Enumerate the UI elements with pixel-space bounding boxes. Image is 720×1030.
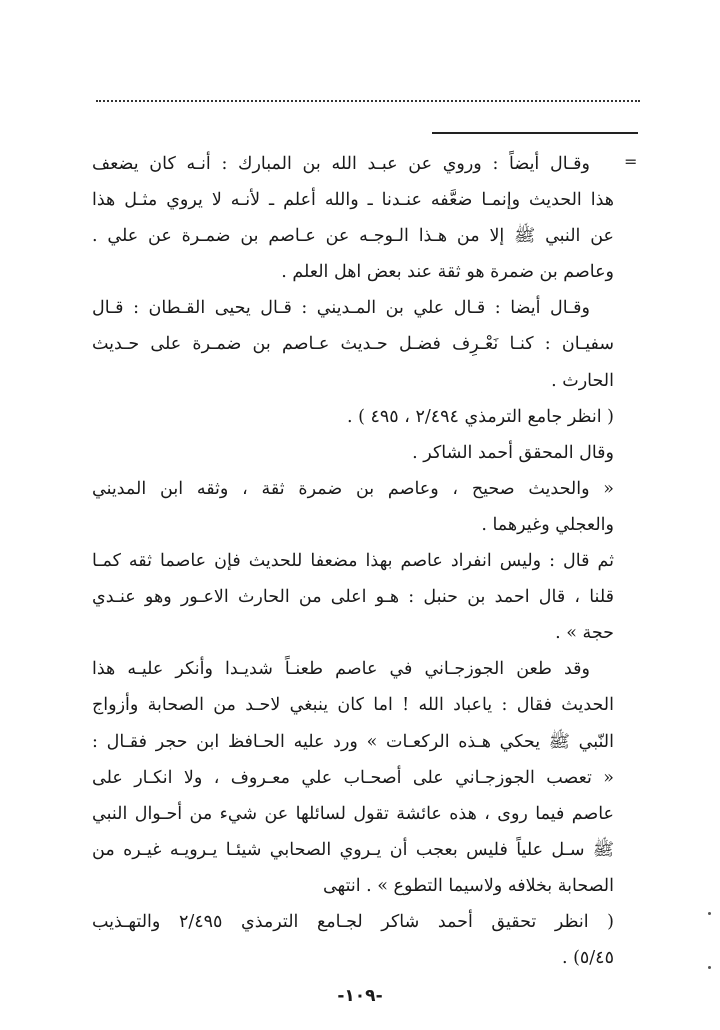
text-line: وقـال أيضا : قـال علي بن المـديني : قـال يحيى القـطان : قـال — [92, 298, 590, 319]
text-line: « تعصب الجوزجـاني على أصحـاب علي معـروف ، ولا انكـار على — [92, 767, 614, 788]
text-line: حجة » . — [555, 623, 614, 644]
text-line: وقد طعن الجوزجـاني في عاصم طعنـاً شديـدا وأنكر عليـه هذا — [92, 659, 590, 680]
text-line: هذا الحديث وإنمـا ضعَّفه عنـدنا ـ والله أعلم ـ لأنـه لا يروي مثـل هذا — [92, 190, 614, 211]
text-line: الحديث فقال : ياعباد الله ! اما كان ينبغي لاحـد من الصحابة وأزواج — [92, 695, 614, 716]
text-line: ٥/٤٥) . — [561, 948, 614, 969]
text-line: « والحديث صحيح ، وعاصم بن ضمرة ثقة ، وثقه ابن المديني — [92, 478, 614, 499]
page-text-body — [92, 146, 614, 976]
header-short-rule — [432, 132, 638, 134]
text-line: الحارث . — [551, 370, 614, 391]
text-line: ( انظر جامع الترمذي ٢/٤٩٤ ، ٤٩٥ ) . — [346, 406, 614, 427]
text-line: وقال المحقق أحمد الشاكر . — [412, 442, 614, 463]
text-line: النّبي ﷺ يحكي هـذه الركعـات » ورد عليه الحـافظ ابن حجر فقـال : — [92, 731, 614, 752]
text-line: والعجلي وغيرهما . — [481, 514, 614, 535]
text-line: عاصم فيما روى ، هذه عائشة تقول لسائلها عن شيء من أحـوال النبي — [92, 803, 614, 824]
header-dotted-rule — [96, 100, 640, 102]
edge-mark — [708, 912, 711, 915]
text-line: عن النبي ﷺ إلا من هـذا الـوجـه عن عـاصم بن ضمـرة عن علي . — [92, 226, 614, 247]
margin-mark: = — [624, 152, 638, 171]
text-line: وقـال أيضاً : وروي عن عبـد الله بن المبارك : أنـه كان يضعف — [92, 154, 590, 174]
text-line: الصحابة بخلافه ولاسيما التطوع » . انتهى — [322, 875, 614, 896]
edge-mark — [708, 966, 711, 969]
text-line: وعاصم بن ضمرة هو ثقة عند بعض اهل العلم . — [281, 262, 614, 283]
text-line: ﷺ سـل علياً فليس بعجب أن يـروي الصحابي شيئـا يـرويـه غيـره من — [92, 839, 614, 860]
text-line: سفيـان : كنـا نَعْـرِف فضـل حـديث عـاصم بن ضمـرة على حـديث — [92, 334, 614, 355]
text-line: قلنا ، قال احمد بن حنبل : هـو اعلى من الحارث الاعـور وهو عنـدي — [92, 587, 614, 608]
text-line: ثم قال : وليس انفراد عاصم بهذا مضعفا للحديث فإن عاصما ثقه كمـا — [92, 551, 614, 572]
text-line: ( انظر تحقيق أحمد شاكر لجـامع الترمذي ٢/٤٩٥ والتهـذيب — [92, 911, 614, 932]
page-number: -١٠٩- — [337, 986, 383, 1006]
